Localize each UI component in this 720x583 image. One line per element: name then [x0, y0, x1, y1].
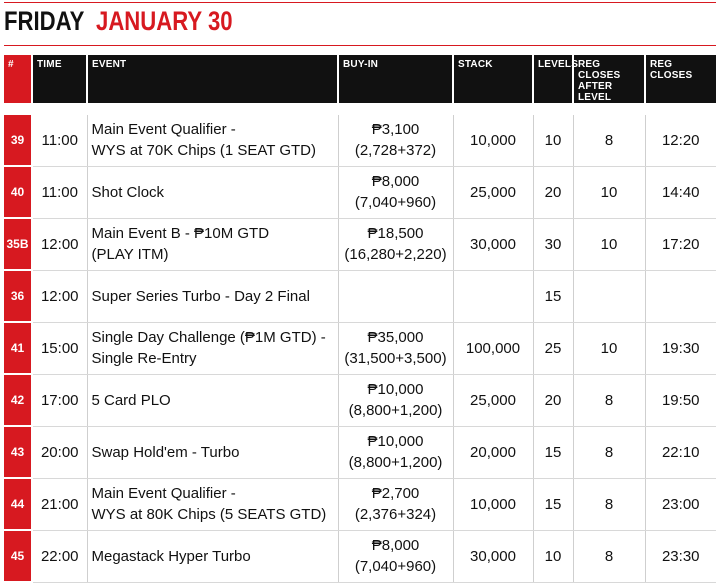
row-event-line: Single Day Challenge (₱1M GTD) -	[91, 329, 326, 346]
row-buyin	[338, 426, 453, 478]
table-row	[4, 218, 716, 270]
row-event-line: Main Event B - ₱10M GTD	[91, 225, 270, 242]
header-row	[4, 55, 716, 103]
row-time: 12:00	[32, 270, 87, 322]
row-buyin	[338, 374, 453, 426]
row-after-level: 8	[573, 115, 645, 166]
row-time: 21:00	[32, 478, 87, 530]
row-time: 11:00	[32, 115, 87, 166]
row-buyin-line: (7,040+960)	[354, 558, 437, 575]
row-reg-closes: 19:50	[645, 374, 716, 426]
row-buyin	[338, 270, 453, 322]
row-time: 12:00	[32, 218, 87, 270]
row-time: 15:00	[32, 322, 87, 374]
row-stack: 25,000	[453, 166, 533, 218]
row-after-level: 8	[573, 426, 645, 478]
row-time: 20:00	[32, 426, 87, 478]
row-buyin-line: ₱8,000	[371, 537, 420, 554]
row-buyin	[338, 322, 453, 374]
row-buyin-line: (8,800+1,200)	[348, 454, 443, 471]
row-stack: 25,000	[453, 374, 533, 426]
row-event	[87, 218, 338, 270]
row-buyin-line: (2,376+324)	[354, 506, 437, 523]
schedule-table	[4, 55, 716, 583]
col-header-after-level: REG CLOSES AFTER LEVEL	[573, 55, 645, 103]
row-buyin-line: (16,280+2,220)	[344, 246, 447, 263]
row-event	[87, 166, 338, 218]
row-event	[87, 478, 338, 530]
col-header-stack: STACK	[453, 55, 533, 103]
row-buyin	[338, 530, 453, 582]
row-stack: 10,000	[453, 478, 533, 530]
row-stack: 20,000	[453, 426, 533, 478]
row-levels: 10	[533, 530, 573, 582]
top-rule	[4, 2, 716, 3]
row-levels: 20	[533, 166, 573, 218]
table-row	[4, 115, 716, 166]
row-buyin	[338, 218, 453, 270]
row-reg-closes: 17:20	[645, 218, 716, 270]
row-buyin-line: ₱10,000	[367, 381, 424, 398]
row-event-line: Swap Hold'em - Turbo	[91, 443, 240, 461]
row-number: 41	[4, 322, 32, 374]
row-buyin-line: (31,500+3,500)	[344, 350, 447, 367]
row-event	[87, 426, 338, 478]
row-reg-closes: 12:20	[645, 115, 716, 166]
row-after-level: 8	[573, 530, 645, 582]
table-row	[4, 270, 716, 322]
col-header-buyin: BUY-IN	[338, 55, 453, 103]
header-spacer	[4, 103, 716, 115]
row-event	[87, 322, 338, 374]
row-event-line: WYS at 80K Chips (5 SEATS GTD)	[91, 506, 327, 523]
row-event	[87, 530, 338, 582]
row-levels: 15	[533, 426, 573, 478]
col-header-levels: LEVELS	[533, 55, 573, 103]
row-event	[87, 115, 338, 166]
row-levels: 30	[533, 218, 573, 270]
row-reg-closes: 19:30	[645, 322, 716, 374]
row-number: 39	[4, 115, 32, 166]
row-levels: 15	[533, 270, 573, 322]
row-stack: 30,000	[453, 530, 533, 582]
row-number: 45	[4, 530, 32, 582]
row-after-level: 8	[573, 478, 645, 530]
row-levels: 10	[533, 115, 573, 166]
row-event-line: 5 Card PLO	[91, 391, 171, 409]
row-number: 42	[4, 374, 32, 426]
row-number: 35B	[4, 218, 32, 270]
row-buyin-line: ₱10,000	[367, 433, 424, 450]
row-reg-closes: 14:40	[645, 166, 716, 218]
table-row	[4, 166, 716, 218]
row-event-line: Super Series Turbo - Day 2 Final	[91, 287, 310, 305]
row-time: 17:00	[32, 374, 87, 426]
row-after-level	[573, 270, 645, 322]
row-buyin-line: ₱18,500	[367, 225, 424, 242]
row-event-line: Shot Clock	[91, 183, 165, 201]
title-day: FRIDAY	[4, 6, 85, 36]
row-number: 40	[4, 166, 32, 218]
table-row	[4, 322, 716, 374]
row-event	[87, 270, 338, 322]
title-date: JANUARY 30	[96, 6, 233, 36]
row-after-level: 10	[573, 218, 645, 270]
row-number: 44	[4, 478, 32, 530]
row-event-line: Main Event Qualifier -	[91, 121, 236, 139]
row-buyin-line: ₱8,000	[371, 173, 420, 190]
row-levels: 15	[533, 478, 573, 530]
row-buyin	[338, 115, 453, 166]
row-buyin	[338, 166, 453, 218]
row-buyin-line: (7,040+960)	[354, 194, 437, 211]
row-stack	[453, 270, 533, 322]
row-number: 43	[4, 426, 32, 478]
row-event-line: Megastack Hyper Turbo	[91, 547, 251, 565]
row-event-line: WYS at 70K Chips (1 SEAT GTD)	[91, 142, 317, 160]
row-buyin-line: ₱35,000	[367, 329, 424, 346]
row-buyin-line: ₱2,700	[371, 485, 420, 502]
row-event	[87, 374, 338, 426]
row-buyin-line: ₱3,100	[371, 121, 420, 139]
row-reg-closes: 23:00	[645, 478, 716, 530]
row-levels: 25	[533, 322, 573, 374]
row-after-level: 10	[573, 322, 645, 374]
table-row	[4, 530, 716, 582]
col-header-time: TIME	[32, 55, 87, 103]
row-levels: 20	[533, 374, 573, 426]
row-event-line: (PLAY ITM)	[91, 246, 169, 263]
row-stack: 30,000	[453, 218, 533, 270]
row-after-level: 10	[573, 166, 645, 218]
row-buyin-line: (2,728+372)	[354, 142, 437, 160]
page-title	[4, 6, 263, 42]
col-header-num: #	[4, 55, 32, 103]
title-rule	[4, 45, 716, 46]
table-row	[4, 374, 716, 426]
table-row	[4, 478, 716, 530]
col-header-event: EVENT	[87, 55, 338, 103]
table-row	[4, 426, 716, 478]
col-header-reg-closes: REG CLOSES	[645, 55, 716, 103]
row-buyin	[338, 478, 453, 530]
row-time: 22:00	[32, 530, 87, 582]
row-buyin-line: (8,800+1,200)	[348, 402, 443, 419]
row-stack: 100,000	[453, 322, 533, 374]
row-event-line: Single Re-Entry	[91, 350, 197, 367]
row-reg-closes: 22:10	[645, 426, 716, 478]
row-reg-closes: 23:30	[645, 530, 716, 582]
row-after-level: 8	[573, 374, 645, 426]
row-reg-closes	[645, 270, 716, 322]
row-number: 36	[4, 270, 32, 322]
row-time: 11:00	[32, 166, 87, 218]
row-stack: 10,000	[453, 115, 533, 166]
row-event-line: Main Event Qualifier -	[91, 485, 236, 502]
